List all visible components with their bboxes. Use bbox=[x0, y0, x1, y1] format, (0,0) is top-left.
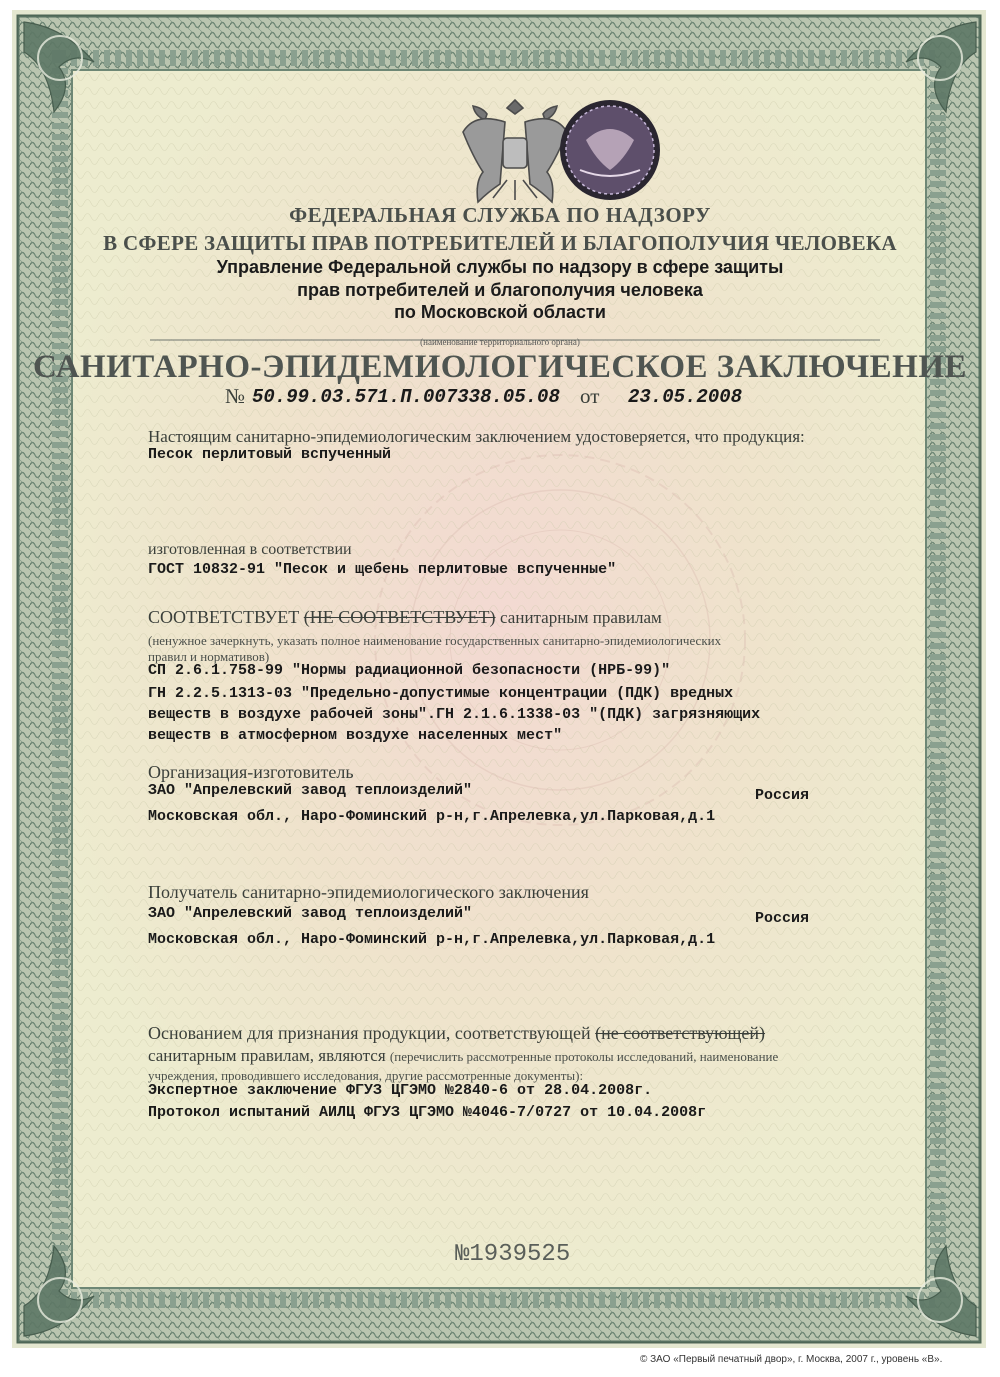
hologram-seal-icon bbox=[560, 100, 660, 200]
manufacturer-address: Московская обл., Наро-Фоминский р-н,г.Апрелевка,ул.Парковая,д.1 bbox=[148, 808, 716, 825]
basis-note-2: учреждения, проводившего исследования, другие рассмотренные документы): bbox=[148, 1068, 584, 1083]
basis-line-1 bbox=[148, 1023, 765, 1044]
basis-doc-1: Экспертное заключение ФГУЗ ЦГЭМО №2840-6 от 28.04.2008г. bbox=[148, 1082, 653, 1099]
header-line-1: ФЕДЕРАЛЬНАЯ СЛУЖБА ПО НАДЗОРУ bbox=[289, 203, 711, 227]
printer-imprint: © ЗАО «Первый печатный двор», г. Москва, 2007 г., уровень «В». bbox=[640, 1354, 943, 1365]
serial-number: №1939525 bbox=[455, 1241, 571, 1268]
conformity-struck: (НЕ СООТВЕТСТВУЕТ) bbox=[303, 607, 496, 627]
conformity-word: СООТВЕТСТВУЕТ bbox=[148, 607, 300, 627]
header-sub-2: прав потребителей и благополучия человека bbox=[297, 280, 703, 300]
conformity-note-2: правил и нормативов) bbox=[148, 649, 270, 664]
product-name: Песок перлитовый вспученный bbox=[148, 446, 392, 463]
recipient-address: Московская обл., Наро-Фоминский р-н,г.Апрелевка,ул.Парковая,д.1 bbox=[148, 931, 716, 948]
basis-struck: (не соответствующей) bbox=[595, 1023, 766, 1043]
certificate-date: 23.05.2008 bbox=[628, 386, 743, 408]
basis-note: (перечислить рассмотренные протоколы исследований, наименование bbox=[389, 1049, 779, 1064]
conformity-rule-2: ГН 2.2.5.1313-03 "Предельно-допустимые концентрации (ПДК) вредных bbox=[148, 685, 734, 702]
header-sub-3: по Московской области bbox=[394, 302, 606, 322]
basis-text-2: санитарным правилам, являются bbox=[148, 1046, 386, 1065]
made-per-value: ГОСТ 10832-91 "Песок и щебень перлитовые вспученные" bbox=[148, 561, 617, 578]
number-symbol: № bbox=[225, 384, 246, 408]
recipient-label: Получатель санитарно-эпидемиологического заключения bbox=[148, 882, 589, 902]
basis-line-2 bbox=[148, 1046, 778, 1066]
recipient-name: ЗАО "Апрелевский завод теплоизделий" bbox=[148, 905, 473, 922]
basis-text-1: Основанием для признания продукции, соответствующей bbox=[148, 1023, 591, 1043]
product-intro: Настоящим санитарно-эпидемиологическим заключением удостоверяется, что продукция: bbox=[148, 427, 805, 446]
organ-caption: (наименование территориального органа) bbox=[420, 337, 580, 347]
conformity-rule-3: веществ в воздухе рабочей зоны".ГН 2.1.6.1338-03 "(ПДК) загрязняющих bbox=[148, 706, 761, 723]
header-line-2: В СФЕРЕ ЗАЩИТЫ ПРАВ ПОТРЕБИТЕЛЕЙ И БЛАГОПОЛУЧИЯ ЧЕЛОВЕКА bbox=[103, 231, 897, 255]
header-sub-1: Управление Федеральной службы по надзору в сфере защиты bbox=[216, 257, 784, 277]
basis-doc-2: Протокол испытаний АИЛЦ ФГУЗ ЦГЭМО №4046-7/0727 от 10.04.2008г bbox=[148, 1104, 707, 1121]
conformity-rest: санитарным правилам bbox=[500, 608, 662, 627]
number-from-label: от bbox=[580, 384, 600, 408]
certificate-number: 50.99.03.571.П.007338.05.08 bbox=[252, 386, 560, 408]
recipient-country: Россия bbox=[755, 910, 810, 927]
conformity-rule-1: СП 2.6.1.758-99 "Нормы радиационной безопасности (НРБ-99)" bbox=[148, 662, 671, 679]
manufacturer-country: Россия bbox=[755, 787, 810, 804]
conformity-line bbox=[148, 607, 662, 628]
manufacturer-name: ЗАО "Апрелевский завод теплоизделий" bbox=[148, 782, 473, 799]
conformity-note-1: (ненужное зачеркнуть, указать полное наименование государственных санитарно-эпидемиологических bbox=[148, 633, 722, 648]
made-per-label: изготовленная в соответствии bbox=[148, 541, 352, 558]
page-title: САНИТАРНО-ЭПИДЕМИОЛОГИЧЕСКОЕ ЗАКЛЮЧЕНИЕ bbox=[32, 349, 968, 385]
conformity-rule-4: веществ в атмосферном воздухе населенных мест" bbox=[148, 727, 563, 744]
manufacturer-label: Организация-изготовитель bbox=[148, 762, 354, 782]
